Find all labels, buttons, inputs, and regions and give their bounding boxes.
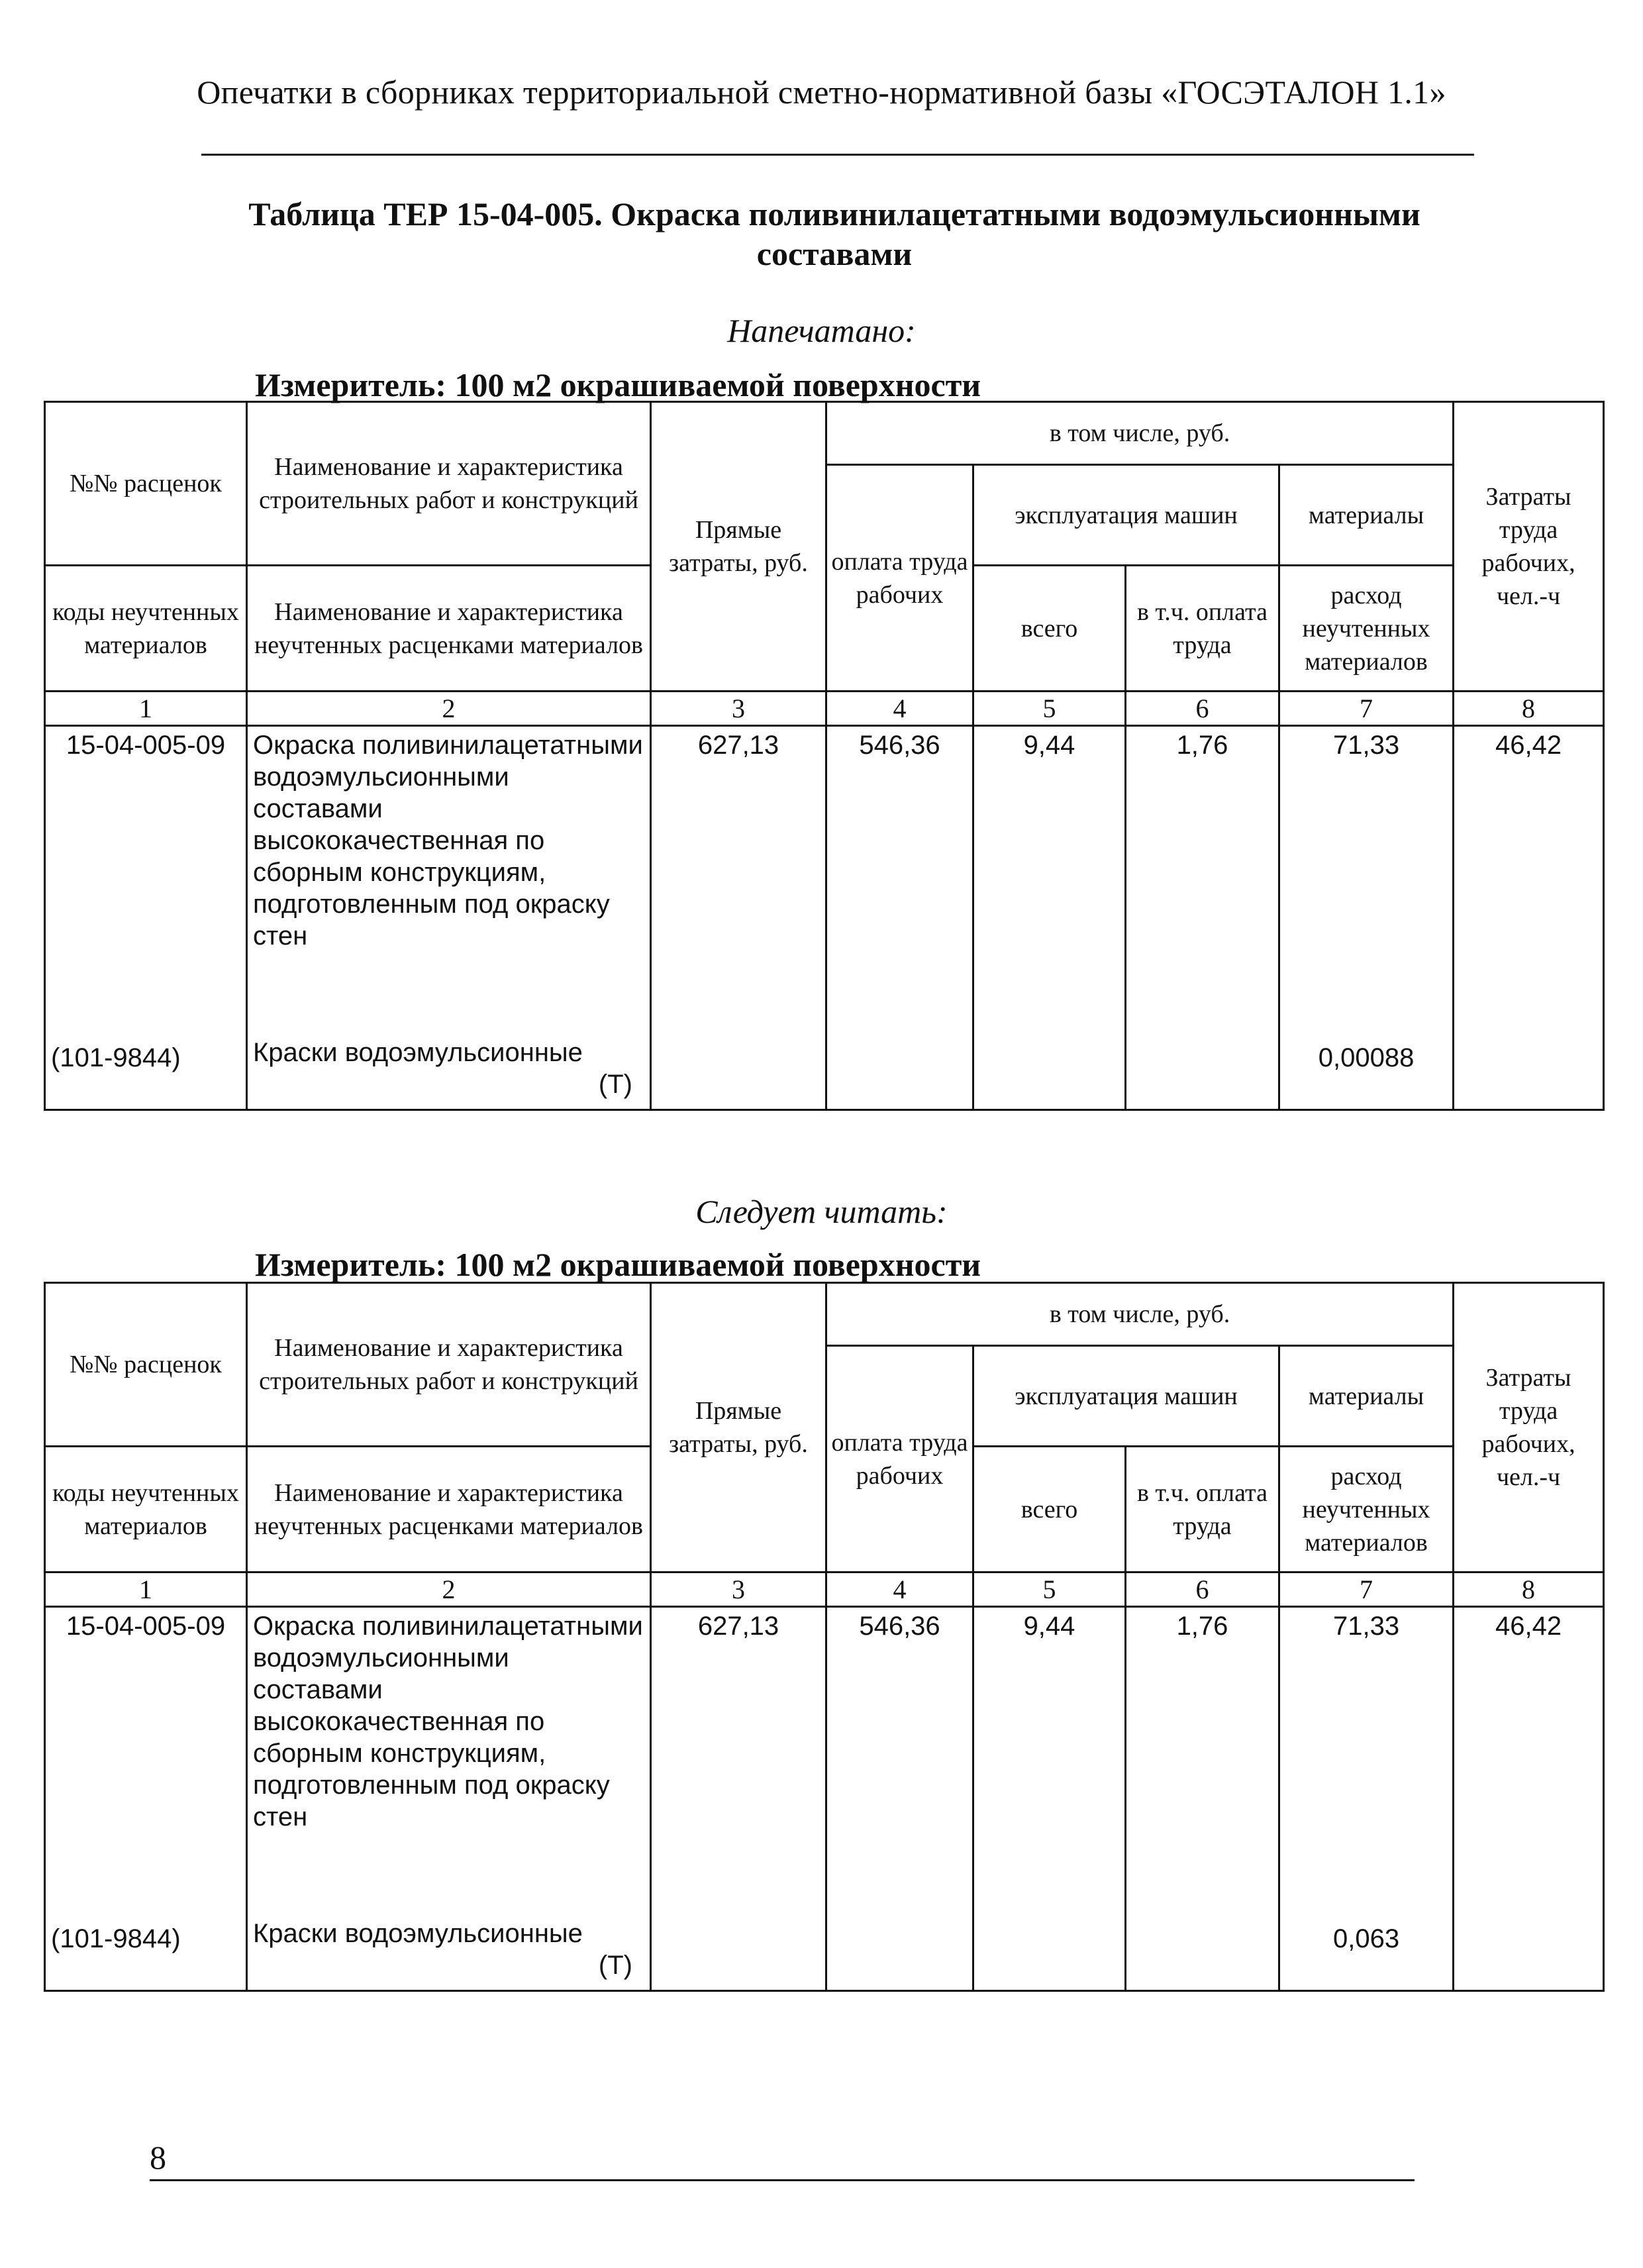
column-number: 4: [826, 692, 973, 726]
header-machines-incl-labor: в т.ч. оплата труда: [1126, 1447, 1279, 1572]
machines-total-value: 9,44: [973, 1607, 1126, 1991]
header-material-names: Наименование и характеристика неучтенных расценками материалов: [247, 1447, 651, 1572]
labor-hours-value: 46,42: [1454, 726, 1604, 1110]
header-material-codes: коды неучтенных материалов: [45, 1447, 247, 1572]
material-name: Краски водоэмульсионные: [253, 1919, 583, 1948]
material-code: (101-9844): [51, 1043, 181, 1072]
table-title-line-2: составами: [756, 235, 913, 272]
column-number: 7: [1279, 692, 1454, 726]
header-unaccounted-use: расход неучтенных материалов: [1279, 1447, 1454, 1572]
header-direct-costs: Прямые затраты, руб.: [651, 1283, 826, 1572]
material-name-block: [253, 1918, 644, 1981]
header-direct-costs: Прямые затраты, руб.: [651, 402, 826, 692]
work-name-cell: [247, 726, 651, 1110]
header-labor-pay: оплата труда рабочих: [826, 465, 973, 692]
material-name: Краски водоэмульсионные: [253, 1038, 583, 1067]
header-rate-no: №№ расценок: [45, 402, 247, 566]
column-number: 8: [1454, 692, 1604, 726]
header-material-names: Наименование и характеристика неучтенных расценками материалов: [247, 566, 651, 692]
column-number: 2: [247, 692, 651, 726]
running-header: Опечатки в сборниках территориальной сметно-нормативной базы «ГОСЭТАЛОН 1.1»: [197, 74, 1446, 111]
column-number: 2: [247, 1572, 651, 1607]
materials-value: 71,33: [1332, 1612, 1400, 1641]
rate-code: 15-04-005-09: [66, 731, 226, 760]
materials-cell: [1279, 726, 1454, 1110]
direct-costs-value: 627,13: [651, 726, 826, 1110]
corrected-unit-line: Измеритель: 100 м2 окрашиваемой поверхности: [255, 1246, 981, 1283]
header-rate-no: №№ расценок: [45, 1283, 247, 1447]
column-number: 5: [973, 692, 1126, 726]
column-number: 8: [1454, 1572, 1604, 1607]
column-number: 4: [826, 1572, 973, 1607]
header-including: в том числе, руб.: [826, 402, 1454, 465]
column-number: 5: [973, 1572, 1126, 1607]
work-name-cell: [247, 1607, 651, 1991]
table-row: [45, 726, 1604, 1110]
material-name-block: [253, 1037, 644, 1100]
header-machine-ops: эксплуатация машин: [973, 1346, 1279, 1447]
header-divider: [201, 154, 1474, 156]
corrected-rate-table: [44, 1282, 1605, 1992]
table-title-line-1: Таблица ТЕР 15-04-005. Окраска поливинилацетатными водоэмульсионными: [248, 195, 1420, 232]
header-unaccounted-use: расход неучтенных материалов: [1279, 566, 1454, 692]
header-machine-ops: эксплуатация машин: [973, 465, 1279, 566]
material-quantity: 0,00088: [1318, 1043, 1415, 1072]
material-code: (101-9844): [51, 1924, 181, 1953]
column-number: 6: [1126, 1572, 1279, 1607]
direct-costs-value: 627,13: [651, 1607, 826, 1991]
material-quantity: 0,063: [1332, 1924, 1400, 1953]
header-material-codes: коды неучтенных материалов: [45, 566, 247, 692]
header-machines-total: всего: [973, 1447, 1126, 1572]
machines-total-value: 9,44: [973, 726, 1126, 1110]
footer-divider: [150, 2179, 1415, 2181]
header-work-name: Наименование и характеристика строительных работ и конструкций: [247, 402, 651, 566]
column-number: 3: [651, 1572, 826, 1607]
printed-label: Напечатано:: [727, 312, 916, 349]
machines-labor-value: 1,76: [1126, 1607, 1279, 1991]
column-number: 3: [651, 692, 826, 726]
header-including: в том числе, руб.: [826, 1283, 1454, 1346]
column-number: 7: [1279, 1572, 1454, 1607]
column-number: 6: [1126, 692, 1279, 726]
machines-labor-value: 1,76: [1126, 726, 1279, 1110]
labor-pay-value: 546,36: [826, 726, 973, 1110]
materials-cell: [1279, 1607, 1454, 1991]
header-machines-total: всего: [973, 566, 1126, 692]
table-row: [45, 1607, 1604, 1991]
labor-hours-value: 46,42: [1454, 1607, 1604, 1991]
header-materials: материалы: [1279, 1346, 1454, 1447]
header-labor-hours: Затраты труда рабочих, чел.-ч: [1454, 402, 1604, 692]
header-machines-incl-labor: в т.ч. оплата труда: [1126, 566, 1279, 692]
rate-code-cell: [45, 1607, 247, 1991]
work-name: Окраска поливинилацетатными водоэмульсионными составами высококачественная по сборным конструкциям, подготовленным под окраску стен: [253, 731, 643, 951]
table-title: [219, 194, 1450, 274]
material-unit: (Т): [598, 1070, 632, 1099]
printed-unit-line: Измеритель: 100 м2 окрашиваемой поверхности: [255, 366, 981, 403]
work-name: Окраска поливинилацетатными водоэмульсионными составами высококачественная по сборным конструкциям, подготовленным под окраску стен: [253, 1612, 643, 1831]
rate-code-cell: [45, 726, 247, 1110]
header-work-name: Наименование и характеристика строительных работ и конструкций: [247, 1283, 651, 1447]
column-number: 1: [45, 692, 247, 726]
page-number: 8: [150, 2139, 166, 2176]
material-unit: (Т): [598, 1951, 632, 1980]
printed-rate-table: [44, 401, 1605, 1111]
corrected-label: Следует читать:: [695, 1193, 948, 1230]
column-number: 1: [45, 1572, 247, 1607]
header-materials: материалы: [1279, 465, 1454, 566]
rate-code: 15-04-005-09: [66, 1612, 226, 1641]
header-labor-pay: оплата труда рабочих: [826, 1346, 973, 1572]
labor-pay-value: 546,36: [826, 1607, 973, 1991]
header-labor-hours: Затраты труда рабочих, чел.-ч: [1454, 1283, 1604, 1572]
materials-value: 71,33: [1332, 731, 1400, 760]
